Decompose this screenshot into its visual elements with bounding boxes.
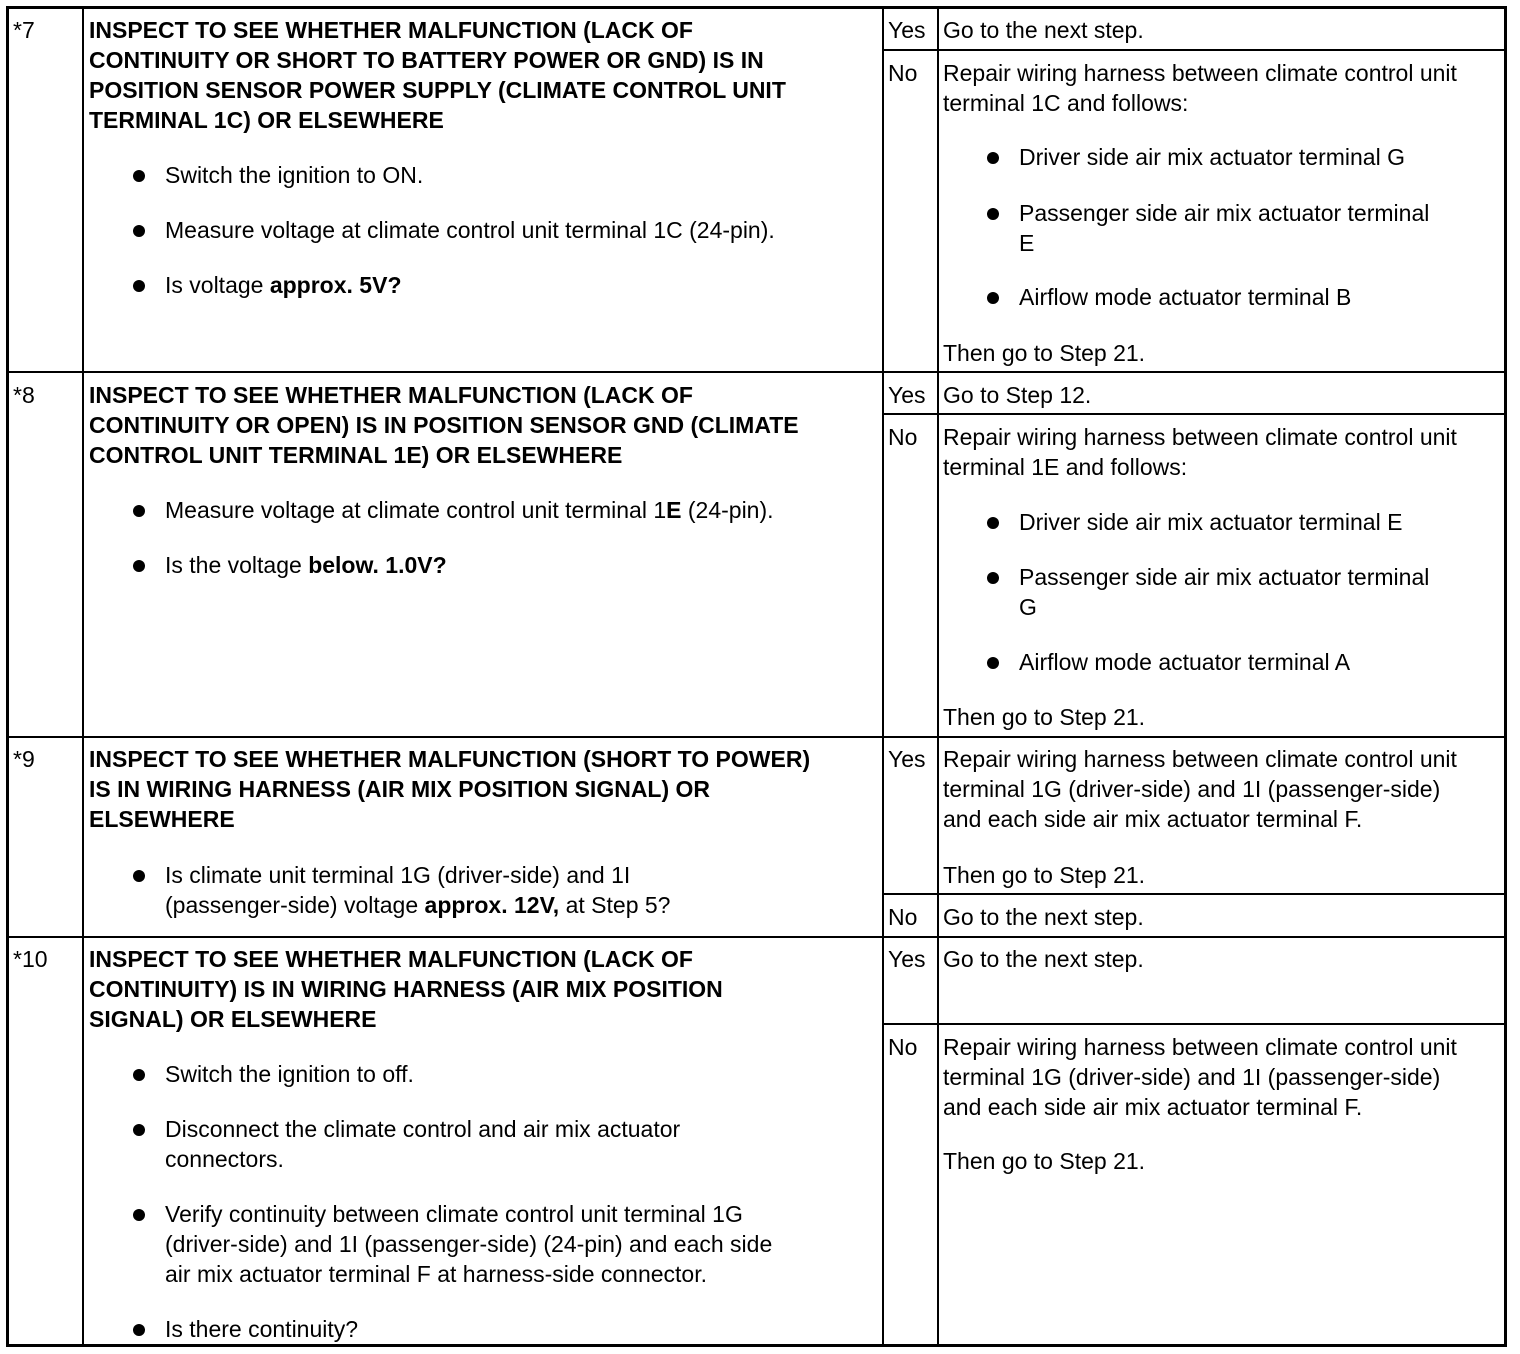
answer-no: No bbox=[888, 1034, 918, 1060]
step-heading: INSPECT TO SEE WHETHER MALFUNCTION (LACK OF CONTINUITY) IS IN WIRING HARNESS (AIR MIX POSITION SIGNAL) OR ELSEWHERE bbox=[89, 946, 723, 1032]
bullet-icon bbox=[987, 572, 999, 584]
result-text: Repair wiring harness between climate control unit terminal 1G (driver-side) and 1I (passenger-side) and each side air mix actuator terminal F. bbox=[943, 746, 1457, 832]
step-number: *9 bbox=[13, 746, 35, 772]
bullet-icon bbox=[987, 657, 999, 669]
answer-divider bbox=[882, 1023, 1504, 1025]
bullet-icon bbox=[133, 1124, 145, 1136]
result-text: Go to the next step. bbox=[943, 17, 1144, 43]
column-divider bbox=[82, 9, 84, 1344]
answer-yes: Yes bbox=[888, 17, 926, 43]
answer-divider bbox=[882, 49, 1504, 51]
column-divider bbox=[937, 9, 939, 1344]
bullet-icon bbox=[133, 1209, 145, 1221]
step-number: *10 bbox=[13, 946, 48, 972]
row-divider bbox=[9, 936, 1504, 938]
bullet-icon bbox=[987, 517, 999, 529]
bullet-icon bbox=[133, 170, 145, 182]
result-text: Go to the next step. bbox=[943, 904, 1144, 930]
step-heading: INSPECT TO SEE WHETHER MALFUNCTION (LACK OF CONTINUITY OR OPEN) IS IN POSITION SENSOR GND (CLIMATE CONTROL UNIT TERMINAL 1E) OR ELSEWHERE bbox=[89, 382, 799, 468]
row-divider bbox=[9, 736, 1504, 738]
bullet-icon bbox=[987, 292, 999, 304]
result-then: Then go to Step 21. bbox=[943, 862, 1146, 888]
row-divider bbox=[9, 371, 1504, 373]
bullet-icon bbox=[987, 152, 999, 164]
result-text: Go to Step 12. bbox=[943, 382, 1092, 408]
result-text: Go to the next step. bbox=[943, 946, 1144, 972]
answer-yes: Yes bbox=[888, 746, 926, 772]
answer-no: No bbox=[888, 60, 918, 86]
bullet-icon bbox=[987, 208, 999, 220]
result-text: Repair wiring harness between climate control unit terminal 1G (driver-side) and 1I (passenger-side) and each side air mix actuator terminal F. bbox=[943, 1034, 1457, 1120]
answer-yes: Yes bbox=[888, 946, 926, 972]
bullet-icon bbox=[133, 1324, 145, 1336]
bullet-icon bbox=[133, 280, 145, 292]
step-heading: INSPECT TO SEE WHETHER MALFUNCTION (SHORT TO POWER) IS IN WIRING HARNESS (AIR MIX POSITION SIGNAL) OR ELSEWHERE bbox=[89, 746, 811, 832]
bullet-icon bbox=[133, 505, 145, 517]
result-then: Then go to Step 21. bbox=[943, 704, 1146, 730]
answer-no: No bbox=[888, 904, 918, 930]
bullet-icon bbox=[133, 1069, 145, 1081]
answer-no: No bbox=[888, 424, 918, 450]
answer-divider bbox=[882, 413, 1504, 415]
result-then: Then go to Step 21. bbox=[943, 1148, 1146, 1174]
step-number: *8 bbox=[13, 382, 35, 408]
answer-yes: Yes bbox=[888, 382, 926, 408]
result-text: Repair wiring harness between climate control unit terminal 1C and follows: bbox=[943, 60, 1457, 116]
step-number: *7 bbox=[13, 17, 35, 43]
column-divider bbox=[882, 9, 884, 1344]
diagnostic-table: *7 INSPECT TO SEE WHETHER MALFUNCTION (LACK OF CONTINUITY OR SHORT TO BATTERY POWER OR GND) IS IN POSITION SENSOR POWER SUPPLY (CLIMATE CONTROL UNIT TERMINAL 1C) OR ELSEWHERE Switch the ignition to ON. Measure voltage at climate control unit terminal 1C (24-pin). Is voltage approx. 5V? Yes Go to the next step. No Repair wiring harness between climate control unit terminal 1C and follows: Driver side air mix actuator terminal G Passenger side air mix actuator terminal E Airflow mode actuator terminal B Then go to Step 21. *8 INSPECT TO SEE WHETHER MALFUNCTION (LACK OF CONTINUITY OR OPEN) IS IN POSITION SENSOR GND (CLIMATE CONTROL UNIT TERMINAL 1E) OR ELSEWHERE Measure voltage at climate control unit terminal 1E (24-pin). Is the voltage below. 1.0V? Yes Go to Step 12. No Repair wiring harness between climate control unit terminal 1E and follows: Driver side air mix actuator terminal E Passenger side air mix actuator terminal G Airflow mode actuator terminal A Then go to Step 21. *9 INSPECT TO SEE WHETHER MALFUNCTION (SHORT TO POWER) IS IN WIRING HARNESS (AIR MIX POSITION SIGNAL) OR ELSEWHERE Is climate unit terminal 1G (driver-side) and 1I (passenger-side) voltage approx. 12V, at Step 5? Yes Repair wiring harness between climate control unit terminal 1G (driver-side) and 1I (passenger-side) and each side air mix actuator terminal F. Then go to Step 21. No Go to the next step. *10 INSPECT TO SEE WHETHER MALFUNCTION (LACK OF CONTINUITY) IS IN WIRING HARNESS (AIR MIX POSITION SIGNAL) OR ELSEWHERE Switch the ignition to off. Disconnect the climate control and air mix actuator connectors. Verify continuity between climate control unit terminal 1G (driver-side) and 1I (passenger-side) (24-pin) and each side air mix actuator terminal F at harness-side connector. Is there continuity? Yes Go to the next step. No Repair wiring harness between climate control unit terminal 1G (driver-side) and 1I (passenger-side) and each side air mix actuator terminal F. Then go to Step 21. bbox=[6, 6, 1507, 1347]
bullet-icon bbox=[133, 560, 145, 572]
result-text: Repair wiring harness between climate control unit terminal 1E and follows: bbox=[943, 424, 1457, 480]
bullet-icon bbox=[133, 225, 145, 237]
bullet-icon bbox=[133, 870, 145, 882]
result-then: Then go to Step 21. bbox=[943, 340, 1146, 366]
step-heading: INSPECT TO SEE WHETHER MALFUNCTION (LACK OF CONTINUITY OR SHORT TO BATTERY POWER OR GND) IS IN POSITION SENSOR POWER SUPPLY (CLIMATE CONTROL UNIT TERMINAL 1C) OR ELSEWHERE bbox=[89, 17, 786, 133]
answer-divider bbox=[882, 893, 1504, 895]
